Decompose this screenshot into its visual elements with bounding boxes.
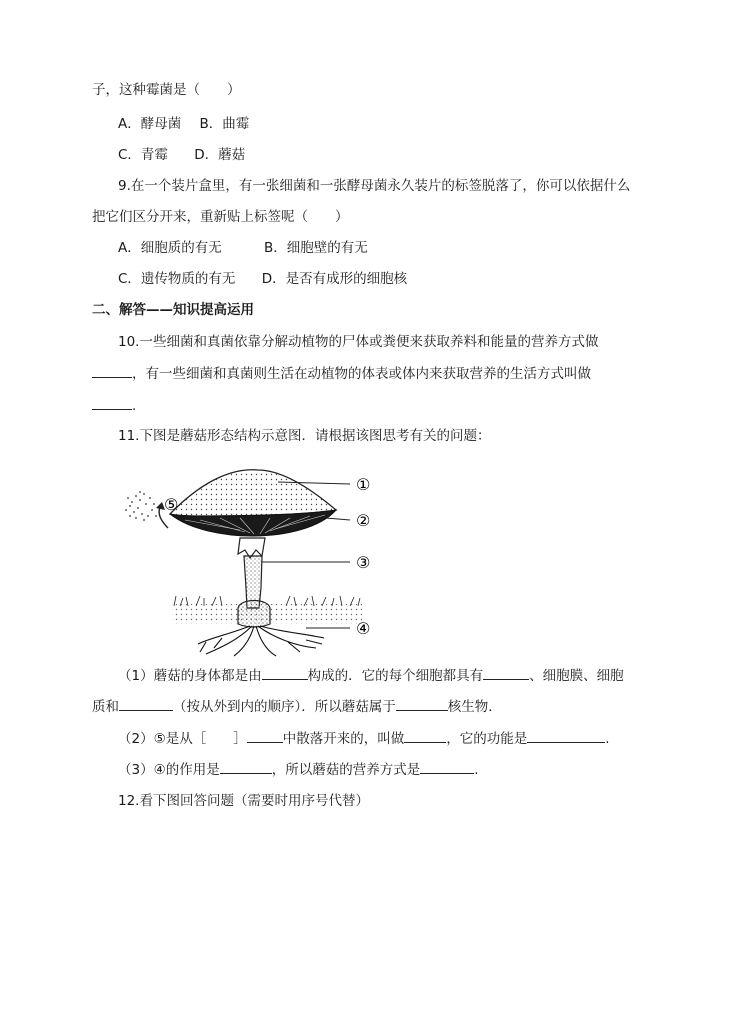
q11-p2-text-c: ，它的功能是: [446, 731, 528, 747]
answer-blank[interactable]: [396, 696, 448, 711]
q9-stem-line1: 9.在一个装片盒里，有一张细菌和一张酵母菌永久装片的标签脱落了，你可以依据什么: [118, 178, 631, 194]
q11-p2-text-a: （2）⑤是从［ ］: [118, 731, 247, 747]
q11-p3-text-a: （3）④的作用是: [118, 762, 220, 778]
answer-blank[interactable]: [404, 728, 446, 743]
q10-stem-line1: 10.一些细菌和真菌依靠分解动植物的尸体或粪便来获取养料和能量的营养方式做: [118, 334, 599, 350]
answer-blank[interactable]: [220, 759, 272, 774]
q11-part1-line2: [92, 696, 502, 717]
label-1: ①: [356, 475, 371, 494]
answer-blank[interactable]: [420, 759, 474, 774]
q10-stem-line2: [92, 363, 591, 384]
q11-p1-text-b: 构成的．它的每个细胞都具有: [307, 668, 484, 684]
q11-p1-text-d: 质和: [92, 699, 119, 715]
q8-option-b[interactable]: B．曲霉: [199, 116, 250, 132]
q9-options-row2: [118, 269, 407, 289]
answer-blank[interactable]: [119, 696, 173, 711]
q11-p1-text-a: （1）蘑菇的身体都是由: [118, 668, 262, 684]
q8-option-d[interactable]: D．蘑菇: [194, 147, 246, 163]
answer-blank[interactable]: [262, 665, 308, 680]
q9-stem-line2: 把它们区分开来，重新贴上标签呢（ ）: [92, 209, 349, 225]
answer-blank[interactable]: [92, 363, 132, 378]
label-4: ④: [356, 619, 371, 638]
q10-line2-text: ，有一些细菌和真菌则生活在动植物的体表或体内来获取营养的生活方式叫做: [132, 366, 591, 382]
q12-stem: 12.看下图回答问题（需要时用序号代替）: [118, 793, 369, 809]
q8-options-row1: [118, 114, 249, 134]
q11-part3: [118, 759, 479, 780]
q8-options-row2: [118, 145, 245, 165]
section-2-heading: 二、解答——知识提高运用: [92, 302, 254, 318]
cap: [170, 470, 336, 516]
answer-blank[interactable]: [483, 665, 529, 680]
mushroom-diagram: [110, 458, 400, 658]
label-3: ③: [356, 553, 371, 572]
q11-p3-text-c: .: [474, 762, 479, 778]
q11-part2: [118, 728, 610, 749]
q11-p1-text-f: 核生物．: [447, 699, 502, 715]
q10-line3-text: .: [132, 398, 137, 414]
q8-option-c[interactable]: C．青霉: [118, 147, 168, 163]
q8-continuation: 子，这种霉菌是（ ）: [92, 82, 241, 98]
answer-blank[interactable]: [247, 728, 283, 743]
spores: [125, 491, 157, 521]
answer-blank[interactable]: [527, 728, 605, 743]
q8-option-a[interactable]: A．酵母菌: [118, 116, 182, 132]
q11-p2-text-d: .: [605, 731, 610, 747]
q11-stem: 11.下图是蘑菇形态结构示意图．请根据该图思考有关的问题：: [118, 428, 491, 444]
q9-option-c[interactable]: C．遗传物质的有无: [118, 271, 236, 287]
q9-option-d[interactable]: D．是否有成形的细胞核: [261, 271, 408, 287]
q9-options-row1: [118, 238, 368, 258]
q11-p3-text-b: ，所以蘑菇的营养方式是: [271, 762, 421, 778]
q10-stem-line3: [92, 395, 136, 416]
q9-option-b[interactable]: B．细胞壁的有无: [264, 240, 368, 256]
answer-blank[interactable]: [92, 395, 132, 410]
q11-p1-text-e: （按从外到内的顺序）．所以蘑菇属于: [173, 699, 396, 715]
label-2: ②: [356, 511, 371, 530]
q11-p2-text-b: 中散落开来的，叫做: [282, 731, 405, 747]
q9-option-a[interactable]: A．细胞质的有无: [118, 240, 222, 256]
ring: [238, 538, 265, 558]
label-5: ⑤: [164, 495, 179, 514]
q11-part1-line1: [118, 665, 624, 686]
ground: [172, 596, 362, 624]
q11-p1-text-c: 、细胞膜、细胞: [529, 668, 624, 684]
mycelium: [198, 626, 324, 656]
